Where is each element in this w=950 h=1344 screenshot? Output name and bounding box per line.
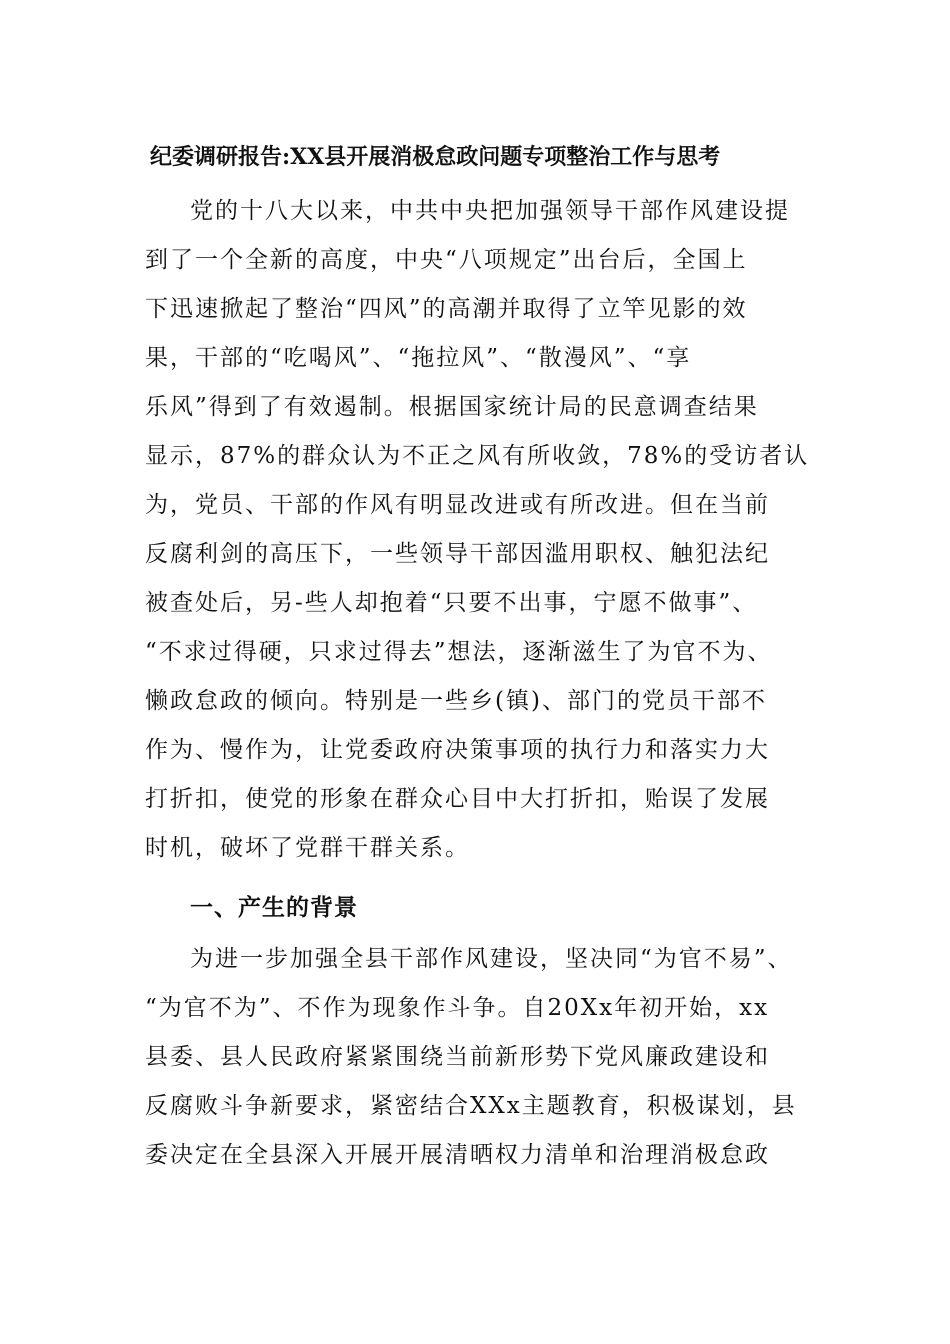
paragraph-line: 果，干部的“吃喝风”、“拖拉风”、“散漫风”、“享 bbox=[145, 345, 692, 371]
paragraph-line: 打折扣，使党的形象在群众心目中大打折扣，贻误了发展 bbox=[145, 786, 770, 812]
paragraph-line: 懒政怠政的倾向。特别是一些乡(镇)、部门的党员干部不 bbox=[145, 688, 767, 714]
paragraph-line: 被查处后，另-些人却抱着“只要不出事，宁愿不做事”、 bbox=[145, 590, 758, 616]
paragraph-line: 为进一步加强全县干部作风建设，坚决同“为官不易”、 bbox=[190, 946, 793, 972]
paragraph-line: 时机，破坏了党群干群关系。 bbox=[145, 835, 470, 861]
paragraph-line: 委决定在全县深入开展开展清晒权力清单和治理消极怠政 bbox=[145, 1142, 770, 1168]
section-heading: 一、产生的背景 bbox=[190, 895, 358, 921]
paragraph-line: “不求过得硬，只求过得去”想法，逐渐滋生了为官不为、 bbox=[145, 639, 773, 665]
paragraph-line: 反腐败斗争新要求，紧密结合XXx主题教育，积极谋划，县 bbox=[145, 1093, 797, 1119]
paragraph-line: 显示，87%的群众认为不正之风有所收敛，78%的受访者认 bbox=[145, 443, 810, 469]
paragraph-line: 县委、县人民政府紧紧围绕当前新形势下党风廉政建设和 bbox=[145, 1044, 770, 1070]
document-title: 纪委调研报告:XX县开展消极怠政问题专项整治工作与思考 bbox=[150, 144, 721, 170]
paragraph-line: 作为、慢作为，让党委政府决策事项的执行力和落实力大 bbox=[145, 737, 770, 763]
paragraph-line: 为，党员、干部的作风有明显改进或有所改进。但在当前 bbox=[145, 492, 770, 518]
paragraph-line: 党的十八大以来，中共中央把加强领导干部作风建设提 bbox=[190, 198, 790, 224]
paragraph-line: 到了一个全新的高度，中央“八项规定”出台后，全国上 bbox=[145, 247, 748, 273]
paragraph-line: “为官不为”、不作为现象作斗争。自20Xx年初开始，xx bbox=[145, 995, 770, 1021]
paragraph-line: 下迅速掀起了整治“四风”的高潮并取得了立竿见影的效 bbox=[145, 296, 748, 322]
paragraph-line: 乐风”得到了有效遏制。根据国家统计局的民意调查结果 bbox=[145, 394, 759, 420]
paragraph-line: 反腐利剑的高压下，一些领导干部因滥用职权、触犯法纪 bbox=[145, 541, 770, 567]
